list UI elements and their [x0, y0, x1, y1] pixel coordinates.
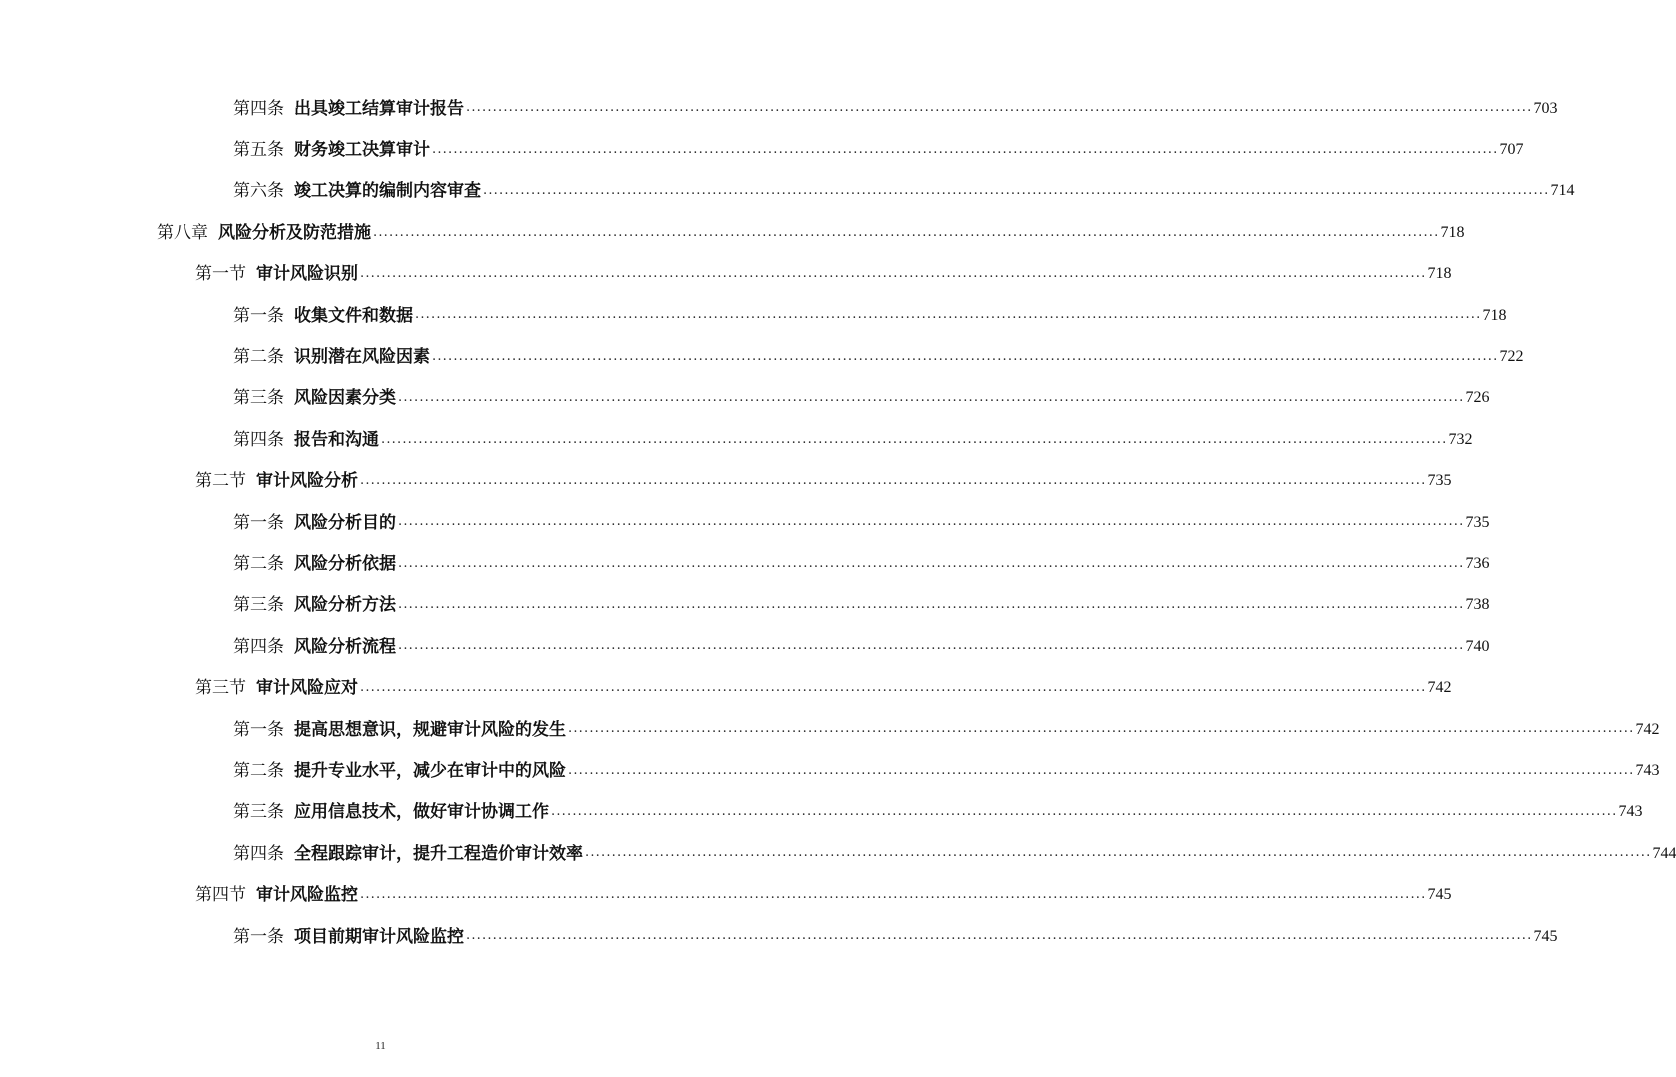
entry-number: 第四条	[233, 98, 284, 119]
entry-title: 提高思想意识，规避审计风险的发生	[294, 719, 566, 740]
dot-leader: ........................................................................................................................................................................................................	[398, 597, 1465, 613]
entry-title: 出具竣工结算审计报告	[294, 98, 464, 119]
entry-number: 第二节	[195, 471, 246, 492]
entry-number: 第四节	[195, 885, 246, 906]
toc-entry[interactable]	[0, 833, 1676, 874]
entry-page: 735	[1427, 472, 1452, 490]
entry-page: 718	[1440, 223, 1465, 241]
dot-leader: ........................................................................................................................................................................................................	[360, 679, 1427, 695]
toc-entry[interactable]	[0, 88, 1558, 129]
entry-number: 第六条	[233, 181, 284, 202]
toc-entry[interactable]	[0, 585, 1490, 626]
entry-title: 报告和沟通	[294, 429, 379, 450]
entry-page: 742	[1635, 720, 1660, 738]
entry-title: 收集文件和数据	[294, 305, 413, 326]
entry-title: 全程跟踪审计，提升工程造价审计效率	[294, 843, 583, 864]
toc-entry[interactable]	[0, 336, 1524, 377]
entry-number: 第三条	[233, 388, 284, 409]
entry-title: 应用信息技术，做好审计协调工作	[294, 802, 549, 823]
entry-title: 风险分析依据	[294, 553, 396, 574]
entry-title: 审计风险监控	[256, 885, 358, 906]
entry-page: 745	[1533, 927, 1558, 945]
toc-entry[interactable]	[0, 171, 1575, 212]
entry-page: 707	[1499, 141, 1524, 159]
toc-entry[interactable]	[0, 129, 1524, 170]
entry-page: 743	[1618, 803, 1643, 821]
page-number: 11	[375, 1040, 386, 1052]
entry-number: 第一节	[195, 264, 246, 285]
dot-leader: ........................................................................................................................................................................................................	[415, 307, 1482, 323]
entry-number: 第一条	[233, 305, 284, 326]
dot-leader: ........................................................................................................................................................................................................	[585, 845, 1652, 861]
toc-entry[interactable]	[0, 916, 1558, 957]
dot-leader: ........................................................................................................................................................................................................	[432, 348, 1499, 364]
entry-number: 第三条	[233, 595, 284, 616]
dot-leader: ........................................................................................................................................................................................................	[360, 265, 1427, 281]
entry-title: 风险分析流程	[294, 636, 396, 657]
entry-number: 第一条	[233, 512, 284, 533]
toc-entry[interactable]	[0, 378, 1490, 419]
dot-leader: ........................................................................................................................................................................................................	[381, 431, 1448, 447]
entry-number: 第四条	[233, 843, 284, 864]
dot-leader: ........................................................................................................................................................................................................	[398, 390, 1465, 406]
toc-entry[interactable]	[0, 419, 1473, 460]
toc-entry[interactable]	[0, 543, 1490, 584]
entry-title: 审计风险分析	[256, 471, 358, 492]
entry-title: 竣工决算的编制内容审查	[294, 181, 481, 202]
entry-title: 识别潜在风险因素	[294, 347, 430, 368]
entry-page: 714	[1550, 182, 1575, 200]
entry-page: 736	[1465, 554, 1490, 572]
dot-leader: ........................................................................................................................................................................................................	[398, 514, 1465, 530]
entry-page: 743	[1635, 761, 1660, 779]
entry-number: 第一条	[233, 926, 284, 947]
entry-title: 审计风险识别	[256, 264, 358, 285]
entry-page: 740	[1465, 637, 1490, 655]
entry-title: 项目前期审计风险监控	[294, 926, 464, 947]
dot-leader: ........................................................................................................................................................................................................	[483, 183, 1550, 199]
dot-leader: ........................................................................................................................................................................................................	[568, 762, 1635, 778]
entry-number: 第八章	[157, 222, 208, 243]
entry-number: 第三条	[233, 802, 284, 823]
toc-entry-section[interactable]	[0, 874, 1452, 915]
entry-title: 审计风险应对	[256, 678, 358, 699]
toc-entry[interactable]	[0, 750, 1660, 791]
entry-page: 726	[1465, 389, 1490, 407]
dot-leader: ........................................................................................................................................................................................................	[398, 638, 1465, 654]
entry-page: 718	[1482, 306, 1507, 324]
toc-entry[interactable]	[0, 502, 1490, 543]
entry-title: 风险分析方法	[294, 595, 396, 616]
entry-page: 745	[1427, 886, 1452, 904]
toc-entry-section[interactable]	[0, 667, 1452, 708]
dot-leader: ........................................................................................................................................................................................................	[568, 721, 1635, 737]
toc-entry[interactable]	[0, 792, 1643, 833]
entry-number: 第三节	[195, 678, 246, 699]
entry-page: 744	[1652, 844, 1676, 862]
entry-number: 第五条	[233, 140, 284, 161]
dot-leader: ........................................................................................................................................................................................................	[360, 886, 1427, 902]
entry-page: 718	[1427, 265, 1452, 283]
entry-page: 738	[1465, 596, 1490, 614]
toc-entry[interactable]	[0, 626, 1490, 667]
entry-title: 风险分析及防范措施	[218, 222, 371, 243]
entry-page: 732	[1448, 430, 1473, 448]
toc-entry-section[interactable]	[0, 254, 1452, 295]
dot-leader: ........................................................................................................................................................................................................	[432, 141, 1499, 157]
entry-page: 722	[1499, 348, 1524, 366]
entry-title: 财务竣工决算审计	[294, 140, 430, 161]
entry-number: 第二条	[233, 553, 284, 574]
entry-page: 735	[1465, 513, 1490, 531]
entry-number: 第二条	[233, 760, 284, 781]
entry-title: 风险分析目的	[294, 512, 396, 533]
dot-leader: ........................................................................................................................................................................................................	[360, 472, 1427, 488]
entry-page: 703	[1533, 99, 1558, 117]
toc-entry[interactable]	[0, 295, 1507, 336]
toc-entry-chapter[interactable]	[0, 212, 1465, 253]
table-of-contents	[0, 88, 1676, 957]
dot-leader: ........................................................................................................................................................................................................	[398, 555, 1465, 571]
entry-number: 第一条	[233, 719, 284, 740]
toc-entry[interactable]	[0, 709, 1660, 750]
entry-title: 提升专业水平，减少在审计中的风险	[294, 760, 566, 781]
entry-number: 第二条	[233, 347, 284, 368]
dot-leader: ........................................................................................................................................................................................................	[466, 928, 1533, 944]
dot-leader: ........................................................................................................................................................................................................	[373, 224, 1440, 240]
entry-page: 742	[1427, 679, 1452, 697]
dot-leader: ........................................................................................................................................................................................................	[551, 804, 1618, 820]
entry-title: 风险因素分类	[294, 388, 396, 409]
dot-leader: ........................................................................................................................................................................................................	[466, 100, 1533, 116]
toc-entry-section[interactable]	[0, 461, 1452, 502]
entry-number: 第四条	[233, 429, 284, 450]
entry-number: 第四条	[233, 636, 284, 657]
